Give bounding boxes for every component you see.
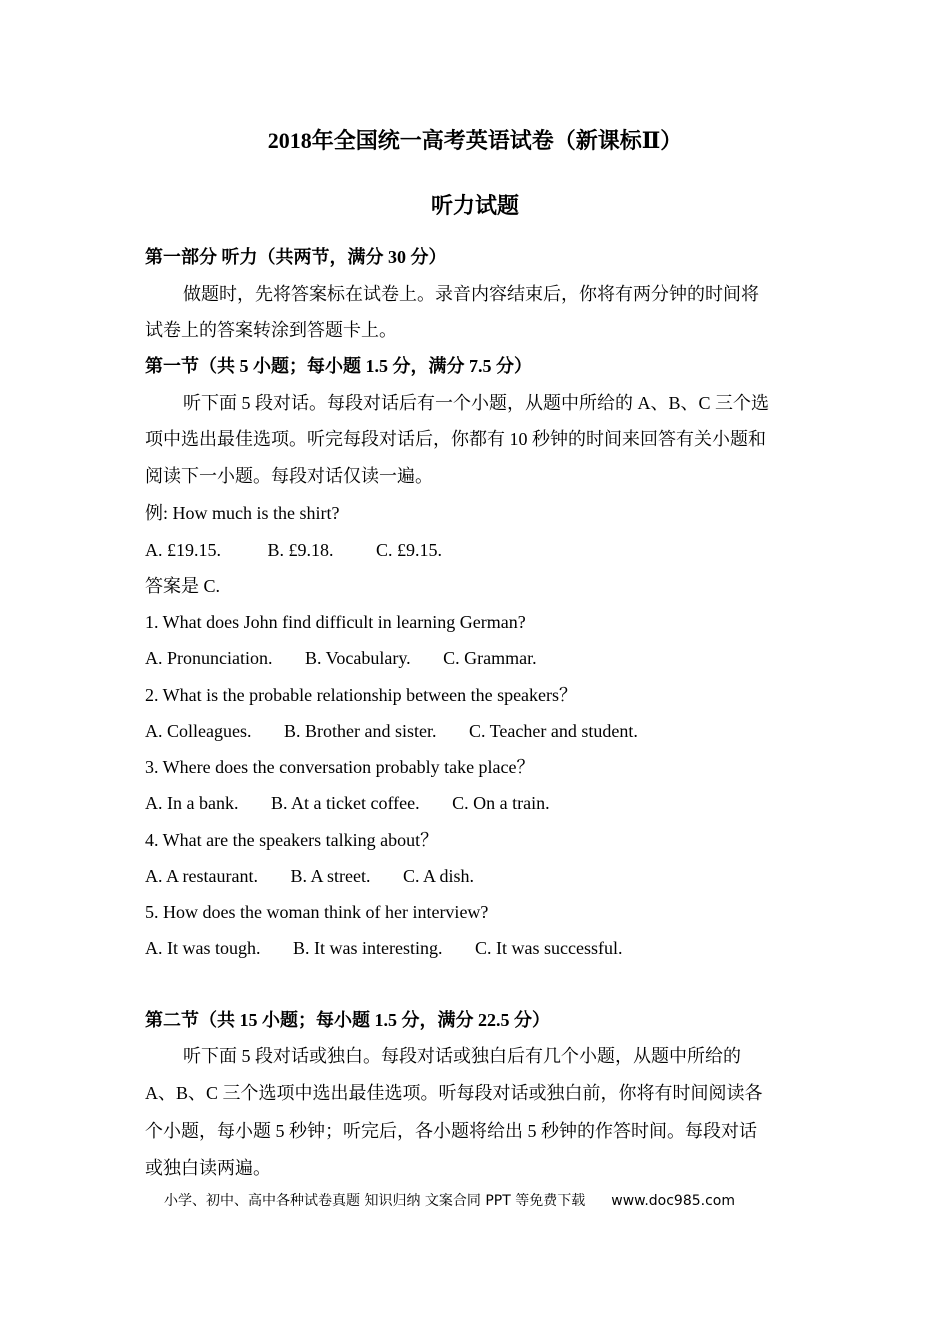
option-c: C. Teacher and student.: [468, 721, 638, 741]
option-b: B. At a ticket coffee.: [270, 793, 420, 813]
part1-heading: 第一部分 听力（共两节，满分 30 分）: [145, 247, 447, 267]
question-5: 5. How does the woman think of her interview?: [145, 902, 489, 922]
question-1-options: [145, 645, 815, 671]
option-c: C. On a train.: [452, 793, 550, 813]
question-2: 2. What is the probable relationship between the speakers？: [145, 685, 578, 705]
option-c: C. £9.15.: [376, 540, 443, 560]
question-1: 1. What does John find difficult in learning German?: [145, 612, 526, 632]
option-b: B. It was interesting.: [293, 938, 443, 958]
option-b: B. Brother and sister.: [283, 721, 437, 741]
option-a: A. It was tough.: [145, 938, 261, 958]
option-b: B. Vocabulary.: [305, 648, 411, 668]
option-c: C. A dish.: [402, 866, 475, 886]
part1-intro-line-1: 做题时，先将答案标在试卷上。录音内容结束后，你将有两分钟的时间将: [183, 284, 759, 304]
question-3: 3. Where does the conversation probably take place？: [145, 757, 535, 777]
example-answer: 答案是 C.: [145, 576, 221, 596]
question-4: 4. What are the speakers talking about？: [145, 830, 439, 850]
option-a: A. A restaurant.: [145, 866, 258, 886]
option-b: B. A street.: [290, 866, 371, 886]
example-question: 例: How much is the shirt?: [145, 503, 340, 523]
question-5-options: [145, 935, 815, 961]
option-c: C. Grammar.: [443, 648, 537, 668]
document-subtitle: 听力试题: [430, 193, 519, 218]
footer-text: 小学、初中、高中各种试卷真题 知识归纳 文案合同 PPT 等免费下载: [164, 1193, 586, 1209]
document-title: 2018年全国统一高考英语试卷（新课标Ⅱ）: [267, 128, 683, 153]
part1-intro-line-2: 试卷上的答案转涂到答题卡上。: [145, 320, 397, 340]
question-3-options: [145, 790, 815, 816]
section2-heading: 第二节（共 15 小题；每小题 1.5 分，满分 22.5 分）: [145, 1010, 550, 1030]
section1-heading: 第一节（共 5 小题；每小题 1.5 分，满分 7.5 分）: [145, 356, 532, 376]
page-footer: [164, 1190, 735, 1212]
option-a: A. £19.15.: [145, 540, 221, 560]
option-a: A. Pronunciation.: [145, 648, 273, 668]
example-options: [145, 537, 815, 563]
section1-intro-line-1: 听下面 5 段对话。每段对话后有一个小题，从题中所给的 A、B、C 三个选: [183, 393, 770, 413]
question-2-options: [145, 718, 815, 744]
option-c: C. It was successful.: [474, 938, 623, 958]
question-4-options: [145, 863, 815, 889]
section1-intro-line-3: 阅读下一小题。每段对话仅读一遍。: [145, 466, 433, 486]
footer-url[interactable]: www.doc985.com: [611, 1193, 735, 1209]
section1-intro-line-2: 项中选出最佳选项。听完每段对话后，你都有 10 秒钟的时间来回答有关小题和: [145, 429, 766, 449]
section2-intro-line-2: A、B、C 三个选项中选出最佳选项。听每段对话或独白前，你将有时间阅读各: [145, 1083, 763, 1103]
option-b: B. £9.18.: [267, 540, 334, 560]
section2-intro-line-1: 听下面 5 段对话或独白。每段对话或独白后有几个小题，从题中所给的: [183, 1046, 741, 1066]
option-a: A. Colleagues.: [145, 721, 252, 741]
section2-intro-line-3: 个小题，每小题 5 秒钟；听完后，各小题将给出 5 秒钟的作答时间。每段对话: [145, 1121, 757, 1141]
option-a: A. In a bank.: [145, 793, 239, 813]
section2-intro-line-4: 或独白读两遍。: [145, 1158, 271, 1178]
